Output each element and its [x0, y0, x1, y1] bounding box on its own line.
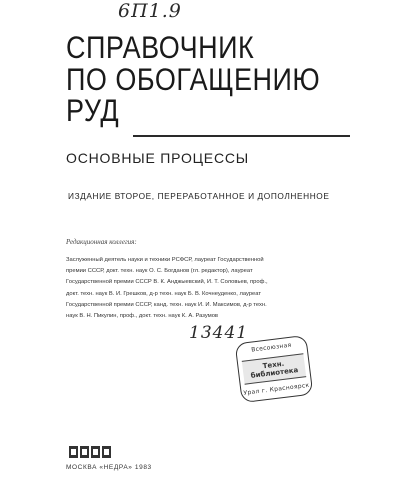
editors-line: наук В. Н. Пикулин, проф., докт. техн. наук К. А. Разумов: [66, 313, 218, 320]
library-stamp: [235, 335, 314, 403]
editors-line: Заслуженный деятель науки и техники РСФСР, лауреат Государственной: [66, 257, 264, 263]
stamp-middle-text: Техн. библиотека: [242, 353, 306, 384]
stamp-top-text: Всесоюзная: [250, 341, 292, 354]
title-line-3: РУД: [66, 93, 120, 128]
title-line-1: СПРАВОЧНИК: [66, 30, 255, 65]
publisher-logo-icon: [69, 444, 111, 460]
edition-note: ИЗДАНИЕ ВТОРОЕ, ПЕРЕРАБОТАННОЕ И ДОПОЛНЕННОЕ: [68, 191, 330, 201]
stamp-bottom-text: Урал г. Красноярск: [243, 381, 310, 397]
publisher-imprint: МОСКВА «НЕДРА» 1983: [66, 464, 152, 471]
title-line-2: ПО ОБОГАЩЕНИЮ: [66, 62, 321, 97]
handwritten-inventory-number: 6П1.9: [118, 0, 182, 22]
editors-line: докт. техн. наук В. И. Грешков, д-р техн. наук Б. В. Кочнеуденко, лауреат: [66, 290, 262, 297]
subtitle: ОСНОВНЫЕ ПРОЦЕССЫ: [66, 150, 249, 166]
title-divider: [133, 135, 350, 137]
editors-line: Государственной премии СССР, канд. техн. наук И. И. Максимов, д-р техн.: [66, 301, 267, 308]
editors-line: премии СССР, докт. техн. наук О. С. Богданов (гл. редактор), лауреат: [66, 268, 253, 275]
editorial-board-label: Редакционная коллегия:: [66, 238, 137, 246]
editors-line: Государственной премии СССР В. К. Анджыевский, И. Т. Соловьев, проф.,: [66, 279, 268, 286]
handwritten-catalog-number: 13441: [189, 323, 249, 343]
editorial-board-list: [66, 255, 324, 322]
